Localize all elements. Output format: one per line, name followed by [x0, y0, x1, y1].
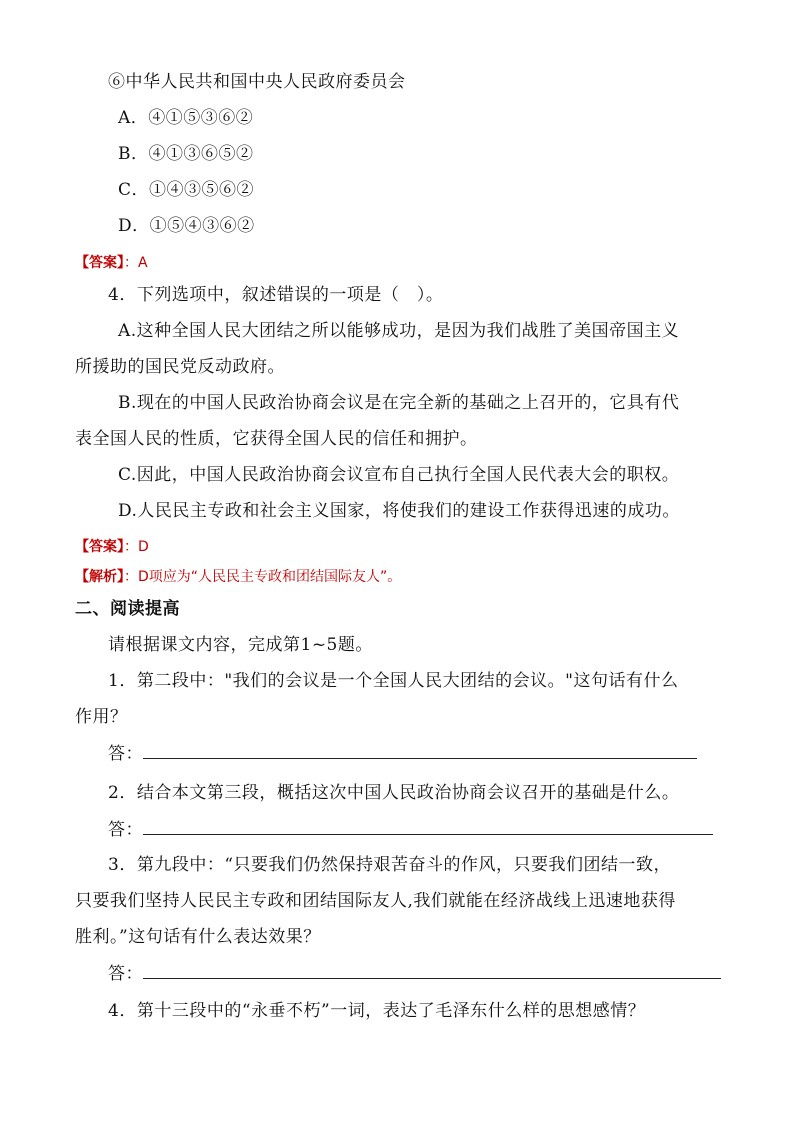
q3-item-6: ⑥中华人民共和国中央人民政府委员会 [108, 72, 406, 92]
question-1-line1: 1．第二段中："我们的会议是一个全国人民大团结的会议。"这句话有什么 [108, 671, 679, 691]
answer-label: 答： [108, 744, 143, 764]
answer-sep: ： [124, 255, 138, 271]
q4-option-d: D.人民民主专政和社会主义国家，将使我们的建设工作获得迅速的成功。 [118, 501, 680, 521]
q3-option-c: C．①④③⑤⑥② [118, 180, 255, 200]
answer-blank-1[interactable] [143, 742, 697, 759]
answer-label: 答： [108, 820, 143, 840]
q3-option-d: D．①⑤④③⑥② [118, 216, 255, 236]
question-2-line1: 2．结合本文第三段，概括这次中国人民政治协商会议召开的基础是什么。 [108, 783, 680, 803]
q4-option-a-line2: 所援助的国民党反动政府。 [75, 357, 285, 377]
q3-option-a: A．④①⑤③⑥② [118, 108, 254, 128]
answer-value: A [138, 255, 148, 271]
answer-line-3 [108, 962, 721, 985]
question-3-line3: 胜利。”这句话有什么表达效果？ [75, 927, 321, 947]
q3-answer [75, 252, 148, 274]
q4-option-b-line2: 表全国人民的性质，它获得全国人民的信任和拥护。 [75, 429, 478, 449]
question-4-line1: 4．第十三段中的“永垂不朽”一词，表达了毛泽东什么样的思想感情？ [108, 1001, 646, 1021]
question-3-line2: 只要我们坚持人民民主专政和团结国际友人,我们就能在经济战线上迅速地获得 [75, 891, 676, 911]
answer-tag: 【答案】 [75, 255, 124, 271]
question-3-line1: 3．第九段中：“只要我们仍然保持艰苦奋斗的作风，只要我们团结一致， [108, 855, 672, 875]
answer-blank-2[interactable] [143, 818, 713, 835]
q4-option-a-line1: A.这种全国人民大团结之所以能够成功，是因为我们战胜了美国帝国主义 [118, 321, 680, 341]
analysis-tag: 【解析】 [75, 569, 124, 585]
answer-tag: 【答案】 [75, 539, 124, 555]
q4-stem: 4．下列选项中，叙述错误的一项是（ ）。 [108, 285, 444, 305]
answer-line-2 [108, 818, 713, 841]
answer-value: D [138, 539, 149, 555]
q4-answer [75, 536, 149, 558]
section-intro: 请根据课文内容，完成第1~5题。 [108, 635, 373, 655]
question-1-line2: 作用？ [75, 707, 128, 727]
answer-line-1 [108, 742, 697, 765]
q4-analysis [75, 566, 401, 588]
answer-sep: ： [124, 539, 138, 555]
q4-option-b-line1: B.现在的中国人民政治协商会议是在完全新的基础之上召开的，它具有代 [118, 393, 680, 413]
section-title: 二、阅读提高 [75, 599, 180, 619]
analysis-text: ：D项应为“人民民主专政和团结国际友人”。 [124, 569, 402, 585]
q4-option-c: C.因此，中国人民政治协商会议宣布自己执行全国人民代表大会的职权。 [118, 465, 680, 485]
q3-option-b: B．④①③⑥⑤② [118, 144, 254, 164]
answer-label: 答： [108, 964, 143, 984]
answer-blank-3[interactable] [143, 962, 721, 979]
